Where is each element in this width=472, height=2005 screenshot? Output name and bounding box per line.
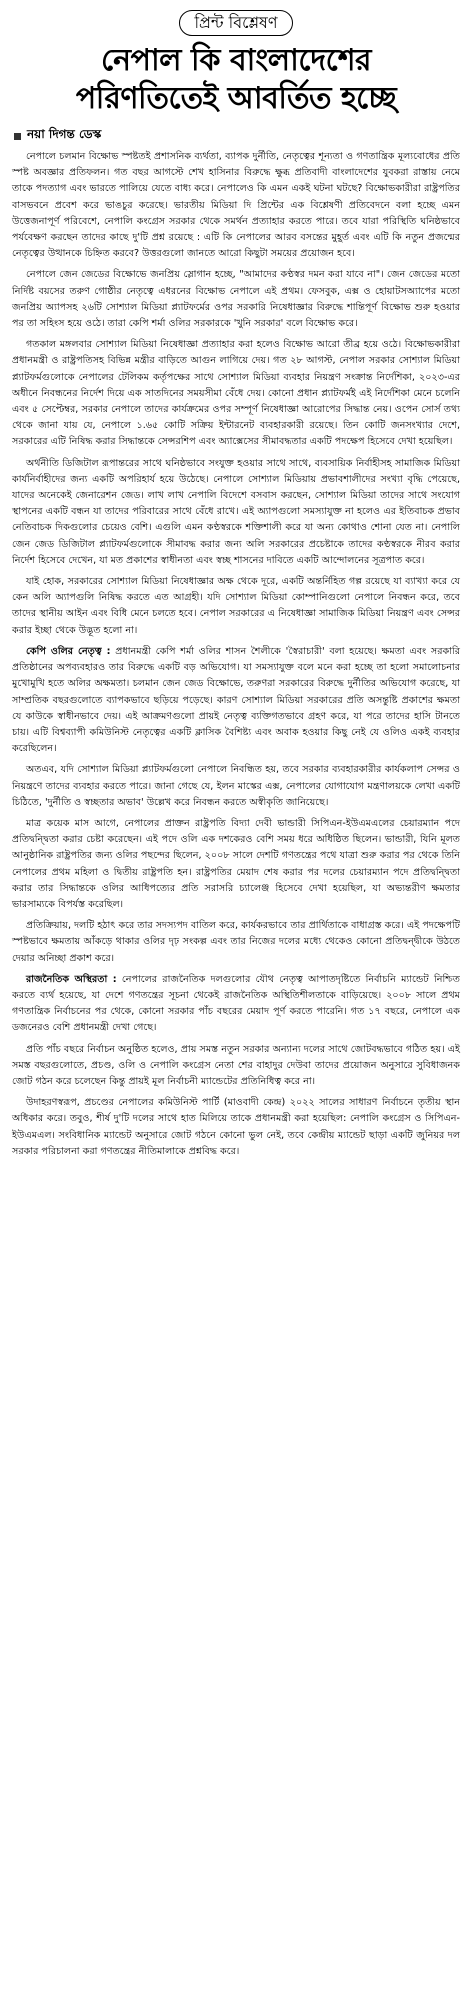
article-paragraph: [12, 918, 460, 967]
article-paragraph: [12, 762, 460, 811]
paragraph-text: প্রধানমন্ত্রী কেপি শর্মা ওলির শাসন শৈলীকে 'স্বৈরাচারী' বলা হয়েছে। ক্ষমতা এবং সরকারি প্রতিষ্ঠানের অপব্যবহারও তার বিরুদ্ধে একটি বড় অভিযোগ। যা সমস্যাযুক্ত বলে মনে করা হচ্ছে তা হলো সমালোচনার মুখোমুখি হতে অলির অক্ষমতা। চলমান জেন জেড বিক্ষোভে, তরুণরা সরকারের বিরুদ্ধে দুর্নীতির অভিযোগ করেছে, যা সাম্প্রতিক বছরগুলোতে ব্যাপকভাবে ছড়িয়ে পড়েছে। কারণ সোশ্যাল মিডিয়া সরকারের প্রতি অসন্তুষ্টি প্রকাশের ক্ষমতা যে কাউকে স্বাধীনভাবে দেয়। এই আক্রমণগুলো প্রায়ই নেতৃত্ব ব্যক্তিগতভাবে গ্রহণ করে, যা পরে তাদের হাসি টানতে চায়। এটি বিশ্বব্যাপী কমিউনিস্ট নেতৃত্বের একটি ক্লাসিক বৈশিষ্ট্য এবং অবাক হওয়ার কিছু নেই যে ওলিও একই ব্যবহার করেছিলেন।: [12, 645, 460, 755]
headline-line-2: পরিণতিতেই আবর্তিত হচ্ছে: [75, 81, 397, 116]
article-body: [12, 149, 460, 1160]
paragraph-subhead: রাজনৈতিক অস্থিরতা :: [26, 973, 117, 985]
kicker-wrap: [12, 10, 460, 36]
paragraph-text: মাত্র কয়েক মাস আগে, নেপালের প্রাক্তন রাষ্ট্রপতি বিদ্যা দেবী ভান্ডারী সিপিএন-ইউএমএলের চেয়ারম্যান পদে প্রতিদ্বন্দ্বিতা করার চেষ্টা করেছেন। এই পদে ওলি এক দশকেরও বেশি সময় ধরে অধিষ্ঠিত ছিলেন। ভান্ডারী, যিনি মূলত আনুষ্ঠানিক রাষ্ট্রপতির জন্য ওলির পছন্দের ছিলেন, ২০০৮ সালে দেশটি গণতন্ত্রের পথে যাত্রা শুরু করার পর থেকে তিনি নেপালের প্রথম মহিলা ও দ্বিতীয় রাষ্ট্রপতি হন। রাষ্ট্রপতির মেয়াদ শেষ করার পর দলের চেয়ারম্যান পদে প্রতিদ্বন্দ্বিতা করার তার সিদ্ধান্তকে ওলির আধিপত্যের প্রতি সরাসরি চ্যালেঞ্জ হিসেবে দেখা হয়েছিল, যা অভ্যন্তরীণ ক্ষমতার ভারসাম্যকে বিপর্যস্ত করেছিল।: [12, 817, 460, 910]
paragraph-subhead: কেপি ওলির নেতৃত্ব :: [26, 645, 111, 657]
paragraph-text: নেপালের রাজনৈতিক দলগুলোর যৌথ নেতৃত্ব আপাতদৃষ্টিতে নির্বাচনি ম্যান্ডেট নিশ্চিত করতে ব্যর্থ হয়েছে, যা দেশে গণতন্ত্রের সূচনা থেকেই রাজনৈতিক অস্থিতিশীলতাকে বাড়িয়েছে। ২০০৮ সালে প্রথম গণতান্ত্রিক নির্বাচনের পর থেকে, কোনো সরকার পাঁচ বছরের মেয়াদ পূর্ণ করতে পারেনি। গত ১৭ বছরে, নেপালে এক ডজনেরও বেশি প্রধানমন্ত্রী দেখা গেছে।: [12, 973, 460, 1034]
article-paragraph: [12, 816, 460, 913]
article-paragraph: [12, 456, 460, 569]
article-paragraph: [12, 1042, 460, 1091]
article-paragraph: [12, 337, 460, 450]
paragraph-text: অর্থনীতি ডিজিটাল রূপান্তরের সাথে ঘনিষ্ঠভাবে সংযুক্ত হওয়ার সাথে সাথে, ব্যবসায়িক নির্বাহীসহ সামাজিক মিডিয়া কার্যনির্বাহীদের জন্য একটি অপরিহার্য হয়ে উঠেছে। নেপালে সোশ্যাল মিডিয়ায় প্রভাবশালীদের সংখ্যা বৃদ্ধি পেয়েছে, যাদের অনেকেই জেনারেশন জেড। লাখ লাখ নেপালি বিদেশে বসবাস করছেন, সোশ্যাল মিডিয়া তাদের সাথে সংযোগ স্থাপনের একটি বন্ধন যা তাদের পরিবারের সাথে বেঁধে রাখে। এই অ্যাপগুলো সমস্যাযুক্ত না হলেও এর ইতিবাচক প্রভাব নেতিবাচক দিকগুলোর চেয়েও বেশি। এগুলি এমন কণ্ঠস্বরকে শক্তিশালী করে যা অন্য কোথাও শোনা যেত না। নেপালি জেন জেড ডিজিটাল প্ল্যাটফর্মগুলোকে সীমাবদ্ধ করার জন্য অলি সরকারের প্রচেষ্টাকে তাদের কণ্ঠস্বরকে নীরব করার নির্দেশ হিসেবে দেখেন, যা মত প্রকাশের স্বাধীনতা এবং স্বচ্ছ শাসনের দাবিতে একটি আন্দোলনের সূত্রপাত করে।: [12, 457, 460, 566]
article-paragraph: [12, 1095, 460, 1160]
paragraph-text: নেপালে জেন জেডের বিক্ষোভে জনপ্রিয় স্লোগান হচ্ছে, "আমাদের কণ্ঠস্বর দমন করা যাবে না"। জেন জেডের মতো নির্দিষ্ট বয়সের তরুণ গোষ্ঠীর নেতৃত্বে এধরনের বিক্ষোভ নেপালে এই প্রথম। ফেসবুক, এক্স ও হোয়াটসঅ্যাপের মতো জনপ্রিয় অ্যাপসহ ২৬টি সোশ্যাল মিডিয়া প্ল্যাটফর্মের ওপর সরকারি নিষেধাজ্ঞার বিরুদ্ধে শান্তিপূর্ণ বিক্ষোভ শুরু হওয়ার পর তা সহিংস হয়ে ওঠে। তারা কেপি শর্মা ওলির সরকারকে 'খুনি সরকার' বলে বিক্ষোভ করে।: [12, 269, 460, 330]
article-paragraph: [12, 574, 460, 639]
paragraph-text: গতকাল মঙ্গলবার সোশ্যাল মিডিয়া নিষেধাজ্ঞা প্রত্যাহার করা হলেও বিক্ষোভ আরো তীব্র হয়ে ওঠে। বিক্ষোভকারীরা প্রধানমন্ত্রী ও রাষ্ট্রপতিসহ বিভিন্ন মন্ত্রীর বাড়িতে আগুন লাগিয়ে দেয়। গত ২৮ আগস্ট, নেপাল সরকার সোশ্যাল মিডিয়া প্ল্যাটফর্মগুলোকে নেপালের টেলিকম কর্তৃপক্ষের সাথে সোশ্যাল মিডিয়া ব্যবহার নিয়ন্ত্রণ সংক্রান্ত নির্দেশিকা, ২০২৩-এর অধীনে নিবন্ধনের নির্দেশ দিয়ে এক সাতদিনের সময়সীমা বেঁধে দেয়। কোনো প্রধান প্ল্যাটফর্মই এই নির্দেশিকা মেনে চলেনি এবং ৫ সেপ্টেম্বর, সরকার নেপালে তাদের কার্যক্রমের ওপর সম্পূর্ণ নিষেধাজ্ঞা আরোপের সিদ্ধান্ত নেয়। ওপেন সোর্স তথ্য থেকে জানা যায় যে, নেপালে ১.৬৫ কোটি সক্রিয় ইন্টারনেট ব্যবহারকারী রয়েছে। তিন কোটি জনসংখ্যার দেশে, সরকারের এটি নিষিদ্ধ করার সিদ্ধান্তকে সেন্সরশিপ এবং অ্যাক্সেসের সীমাবদ্ধতার একটি পদক্ষেপ হিসেবে দেখা হয়েছিল।: [12, 339, 460, 448]
paragraph-text: নেপালে চলমান বিক্ষোভ স্পষ্টতই প্রশাসনিক ব্যর্থতা, ব্যাপক দুর্নীতি, নেতৃত্বের শূন্যতা ও গণতান্ত্রিক মূল্যবোধের প্রতি স্পষ্ট অবজ্ঞার প্রতিফলন। গত বছর আগস্টে শেখ হাসিনার বিরুদ্ধে ক্ষুব্ধ প্রতিবাদী বাংলাদেশের যুবকরা রাস্তায় নেমে তাকে পদত্যাগ এবং ভারতে পালিয়ে যেতে বাধ্য করে। নেপালেও কি এমন একই ঘটনা ঘটছে? বিক্ষোভকারীরা রাষ্ট্রপতির বাসভবনে প্রবেশ করে ভাঙচুর করেছে। ভারতীয় মিডিয়া দি প্রিন্টের এক বিশ্লেষণী প্রতিবেদনে বলা হচ্ছে এমন উত্তেজনাপূর্ণ পরিবেশে, নেপালি কংগ্রেস সরকার থেকে সমর্থন প্রত্যাহার করতে পারে। তবে যারা পরিস্থিতি ঘনিষ্ঠভাবে পর্যবেক্ষণ করছেন তাদের কাছে দু'টি প্রশ্ন রয়েছে : এটি কি নেপালের আরব বসন্তের মুহূর্ত এবং এটি কি নতুন প্রজন্মের নেতৃত্বের উত্থানকে চিহ্নিত করবে? উত্তরগুলো জানতে আরো কিছুটা সময়ের প্রয়োজন হবে।: [12, 151, 460, 260]
paragraph-text: প্রতিক্রিয়ায়, দলটি হঠাৎ করে তার সদস্যপদ বাতিল করে, কার্যকরভাবে তার প্রার্থিতাকে বাধাগ্রস্ত করে। এই পদক্ষেপটি স্পষ্টভাবে ক্ষমতায় আঁকড়ে থাকার ওলির দৃঢ় সংকল্প এবং তার নিজের দলের মধ্যে থেকেও কোনো প্রতিদ্বন্দ্বীকে উঠতে দেয়ার অনিচ্ছা প্রকাশ করে।: [12, 920, 460, 964]
byline: [14, 126, 460, 146]
headline: [12, 42, 460, 118]
headline-line-1: নেপাল কি বাংলাদেশের: [101, 43, 371, 78]
paragraph-text: উদাহরণস্বরূপ, প্রচণ্ডের নেপালের কমিউনিস্ট পার্টি (মাওবাদী কেন্দ্র) ২০২২ সালের সাধারণ নির্বাচনে তৃতীয় স্থান অধিকার করে। তবুও, শীর্ষ দু'টি দলের সাথে হাত মিলিয়ে তাকে প্রধানমন্ত্রী করা হয়েছিল: নেপালি কংগ্রেস ও সিপিএন-ইউএমএল। সংবিধানিক ম্যান্ডেট অনুসারে জোট গঠনে কোনো ভুল নেই, তবে কেন্দ্রীয় ম্যান্ডেট ছাড়া একটি জুনিয়র দল সরকার পরিচালনা করা গণতন্ত্রের নীতিমালাকে প্রশ্নবিদ্ধ করে।: [12, 1097, 460, 1157]
paragraph-text: যাই হোক, সরকারের সোশ্যাল মিডিয়া নিষেধাজ্ঞার অক্ষ থেকে দূরে, একটি অন্তর্নিহিত গল্প রয়েছে যা ব্যাখ্যা করে যে কেন অলি অ্যাপগুলি নিষিদ্ধ করতে এত আগ্রহী। যদি সোশ্যাল মিডিয়া কোম্পানিগুলো নেপালে নিবন্ধন করে, তবে তাদের স্থানীয় আইন এবং বিধি মেনে চলতে হবে। নেপাল সরকারের এ নিষেধাজ্ঞা সামাজিক মিডিয়া নিয়ন্ত্রণ এবং সেন্সর করার ইচ্ছা থেকে উদ্ভূত হলো না।: [12, 576, 460, 636]
kicker-label: প্রিন্ট বিশ্লেষণ: [179, 10, 292, 36]
article-paragraph: [12, 149, 460, 262]
square-bullet-icon: [14, 133, 21, 140]
byline-text: নয়া দিগন্ত ডেস্ক: [27, 127, 102, 141]
paragraph-text: প্রতি পাঁচ বছরে নির্বাচন অনুষ্ঠিত হলেও, প্রায় সমস্ত নতুন সরকার অন্যান্য দলের সাথে জোটবদ্ধভাবে গঠিত হয়। এই সমস্ত বছরগুলোতে, প্রচণ্ড, ওলি ও নেপালি কংগ্রেস নেতা শের বাহাদুর দেউবা তাদের প্রয়োজন অনুসারে সুবিধাজনক জোট গঠন করে চলেছেন কিন্তু প্রায়ই মূল নির্বাচনী ম্যান্ডেটের প্রতিনিধিত্ব করে না।: [12, 1043, 460, 1087]
article-paragraph: [12, 267, 460, 332]
article-paragraph: [12, 972, 460, 1037]
article-paragraph: [12, 644, 460, 757]
paragraph-text: অতএব, যদি সোশ্যাল মিডিয়া প্ল্যাটফর্মগুলো নেপালে নিবন্ধিত হয়, তবে সরকার ব্যবহারকারীর কার্যকলাপ সেন্সর ও নিয়ন্ত্রণে তাদের ব্যবহার করতে পারে। জানা গেছে যে, ইলন মাস্কের এক্স, নেপালের যোগাযোগ মন্ত্রণালয়কে লেখা একটি চিঠিতে, 'দুর্নীতি ও স্বচ্ছতার অভাব' উল্লেখ করে নিবন্ধন করতে অস্বীকৃতি জানিয়েছে।: [12, 764, 460, 808]
